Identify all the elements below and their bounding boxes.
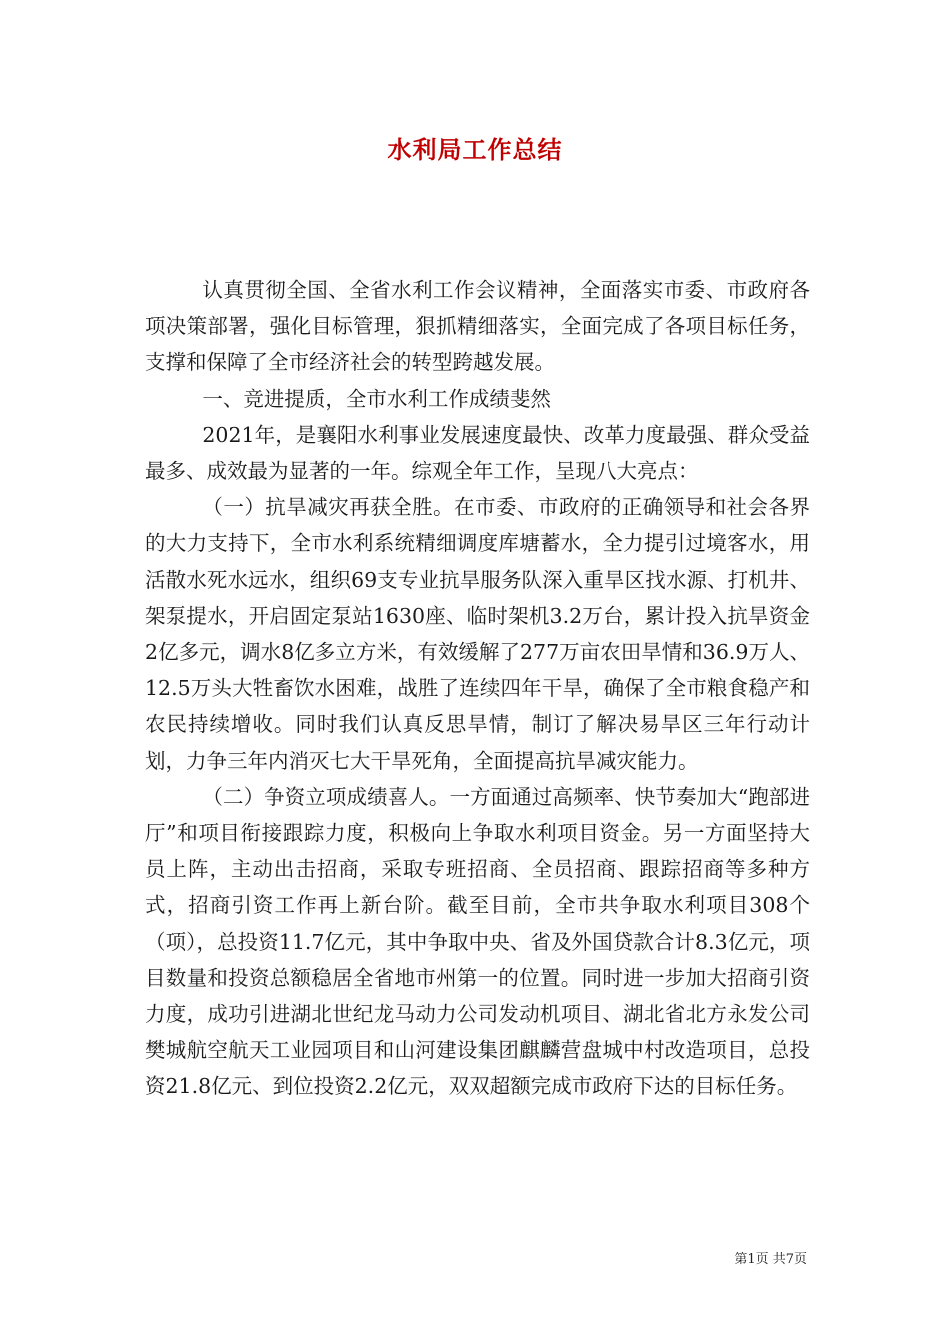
page-number-indicator: 第1页 共7页 bbox=[734, 1252, 807, 1267]
intro-paragraph: 认真贯彻全国、全省水利工作会议精神，全面落实市委、市政府各项决策部署，强化目标管理，狠抓精细落实，全面完成了各项目标任务，支撑和保障了全市经济社会的转型跨越发展。 bbox=[145, 278, 810, 375]
section-heading: 一、竞进提质，全市水利工作成绩斐然 bbox=[202, 386, 551, 411]
document-body bbox=[145, 272, 810, 1105]
drought-relief-paragraph: （一）抗旱减灾再获全胜。在市委、市政府的正确领导和社会各界的大力支持下，全市水利系统精细调度库塘蓄水，全力提引过境客水，用活散水死水远水，组织69支专业抗旱服务队深入重旱区找水源、打机井、架泵提水，开启固定泵站1630座、临时架机3.2万台，累计投入抗旱资金2亿多元，调水8亿多立方米，有效缓解了277万亩农田旱情和36.9万人、12.5万头大牲畜饮水困难，战胜了连续四年干旱，确保了全市粮食稳产和农民持续增收。同时我们认真反思旱情，制订了解决易旱区三年行动计划，力争三年内消灭七大干旱死角，全面提高抗旱减灾能力。 bbox=[145, 495, 810, 773]
overview-paragraph: 2021年，是襄阳水利事业发展速度最快、改革力度最强、群众受益最多、成效最为显著的一年。综观全年工作，呈现八大亮点： bbox=[145, 422, 810, 484]
document-title: 水利局工作总结 bbox=[387, 136, 563, 164]
funding-projects-paragraph: （二）争资立项成绩喜人。一方面通过高频率、快节奏加大“跑部进厅”和项目衔接跟踪力度，积极向上争取水利项目资金。另一方面坚持大员上阵，主动出击招商，采取专班招商、全员招商、跟踪招商等多种方式，招商引资工作再上新台阶。截至目前，全市共争取水利项目308个（项），总投资11.7亿元，其中争取中央、省及外国贷款合计8.3亿元，项目数量和投资总额稳居全省地市州第一的位置。同时进一步加大招商引资力度，成功引进湖北世纪龙马动力公司发动机项目、湖北省北方永发公司樊城航空航天工业园项目和山河建设集团麒麟营盘城中村改造项目，总投资21.8亿元、到位投资2.2亿元，双双超额完成市政府下达的目标任务。 bbox=[145, 784, 810, 1099]
